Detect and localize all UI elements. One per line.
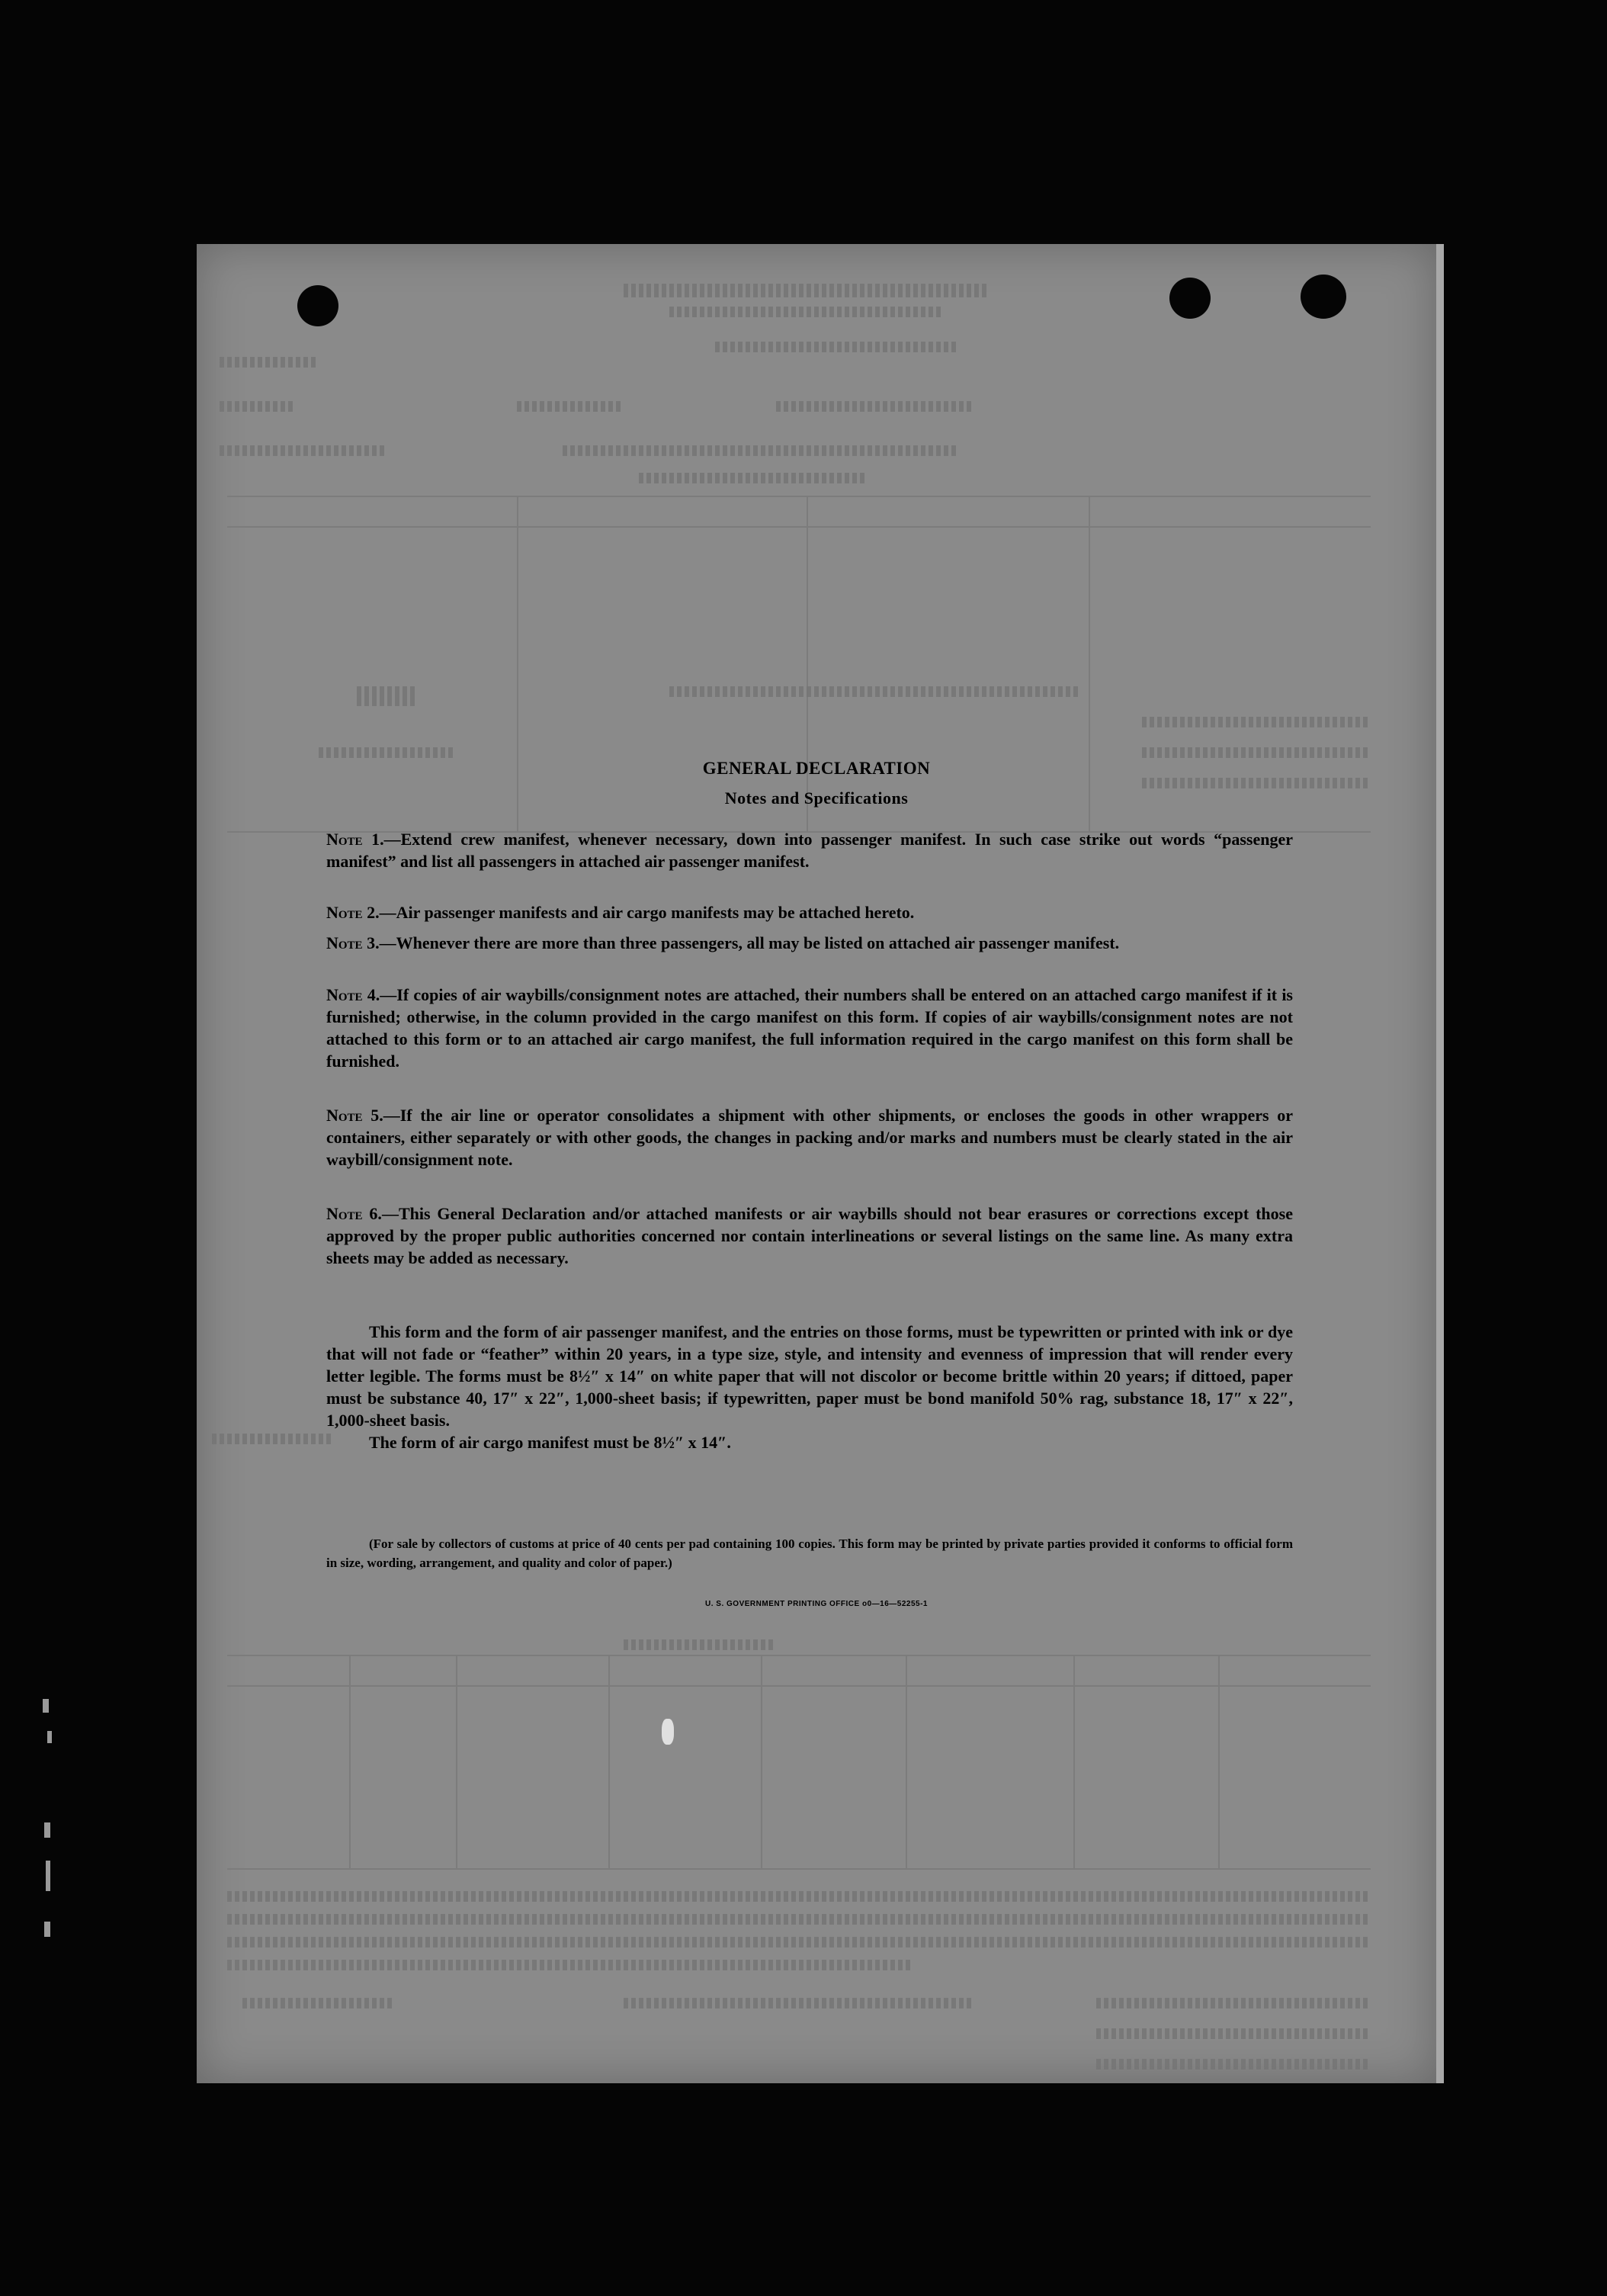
note-text: —Air passenger manifests and air cargo manifests may be attached hereto. bbox=[379, 903, 915, 922]
printer-imprint: U. S. GOVERNMENT PRINTING OFFICE o0—16—52255-1 bbox=[705, 1600, 928, 1608]
cargo-manifest-size-line: The form of air cargo manifest must be 8½″ x 14″. bbox=[369, 1433, 731, 1452]
note-text: —If copies of air waybills/consignment notes are attached, their numbers shall be entered on an attached cargo manifest if it is furnished; otherwise, in the column provided in the cargo manifest on this form. If copies of air waybills/consignment notes are not attached to this form or to an attached air cargo manifest, the full information required in the cargo manifest on this form shall be furnished. bbox=[326, 985, 1293, 1071]
note-6 bbox=[326, 1203, 1293, 1269]
note-label: Note 3. bbox=[326, 933, 380, 952]
note-label: Note 6. bbox=[326, 1204, 382, 1223]
paper-speck bbox=[662, 1719, 674, 1745]
note-label: Note 5. bbox=[326, 1106, 383, 1125]
punch-hole-left bbox=[297, 285, 338, 326]
note-3 bbox=[326, 932, 1293, 954]
note-label: Note 1. bbox=[326, 830, 384, 849]
heading: GENERAL DECLARATION bbox=[702, 759, 931, 778]
note-label: Note 2. bbox=[326, 903, 380, 922]
note-text: —Whenever there are more than three passengers, all may be listed on attached air passenger manifest. bbox=[379, 933, 1120, 952]
subheading: Notes and Specifications bbox=[724, 788, 909, 808]
note-text: —Extend crew manifest, whenever necessary, down into passenger manifest. In such case strike out words “passenger manifest” and list all passengers in attached air passenger manifest. bbox=[326, 830, 1293, 871]
sale-note: (For sale by collectors of customs at price of 40 cents per pad containing 100 copies. This form may be printed by private parties provided it conforms to official form in size, wording, arrangement, and quality and color of paper.) bbox=[326, 1537, 1293, 1570]
punch-hole-right bbox=[1301, 275, 1346, 319]
note-label: Note 4. bbox=[326, 985, 380, 1004]
note-1 bbox=[326, 828, 1293, 872]
form-requirements-paragraph: This form and the form of air passenger manifest, and the entries on those forms, must be typewritten or printed with ink or dye that will not fade or “feather” within 20 years, in a type size, style, and intensity and evenness of impression that will render every letter legible. The forms must be 8½″ x 14″ on white paper that will not discolor or become brittle within 20 years; if dittoed, paper must be substance 40, 17″ x 22″, 1,000-sheet basis; if typewritten, paper must be bond manifold 50% rag, substance 18, 17″ x 22″, 1,000-sheet basis. bbox=[326, 1322, 1293, 1430]
punch-hole-center-right bbox=[1169, 278, 1211, 319]
note-2 bbox=[326, 901, 1293, 923]
note-text: —If the air line or operator consolidates a shipment with other shipments, or encloses the goods in other wrappers or containers, either separately or with other goods, the changes in packing and/or marks and numbers must be clearly stated in the air waybill/consignment note. bbox=[326, 1106, 1293, 1169]
form-sheet bbox=[197, 244, 1444, 2083]
note-text: —This General Declaration and/or attached manifests or air waybills should not bear erasures or corrections except those approved by the proper public authorities concerned nor contain interlineations or several listings on the same line. As many extra sheets may be added as necessary. bbox=[326, 1204, 1293, 1267]
note-5 bbox=[326, 1104, 1293, 1170]
note-4 bbox=[326, 984, 1293, 1072]
